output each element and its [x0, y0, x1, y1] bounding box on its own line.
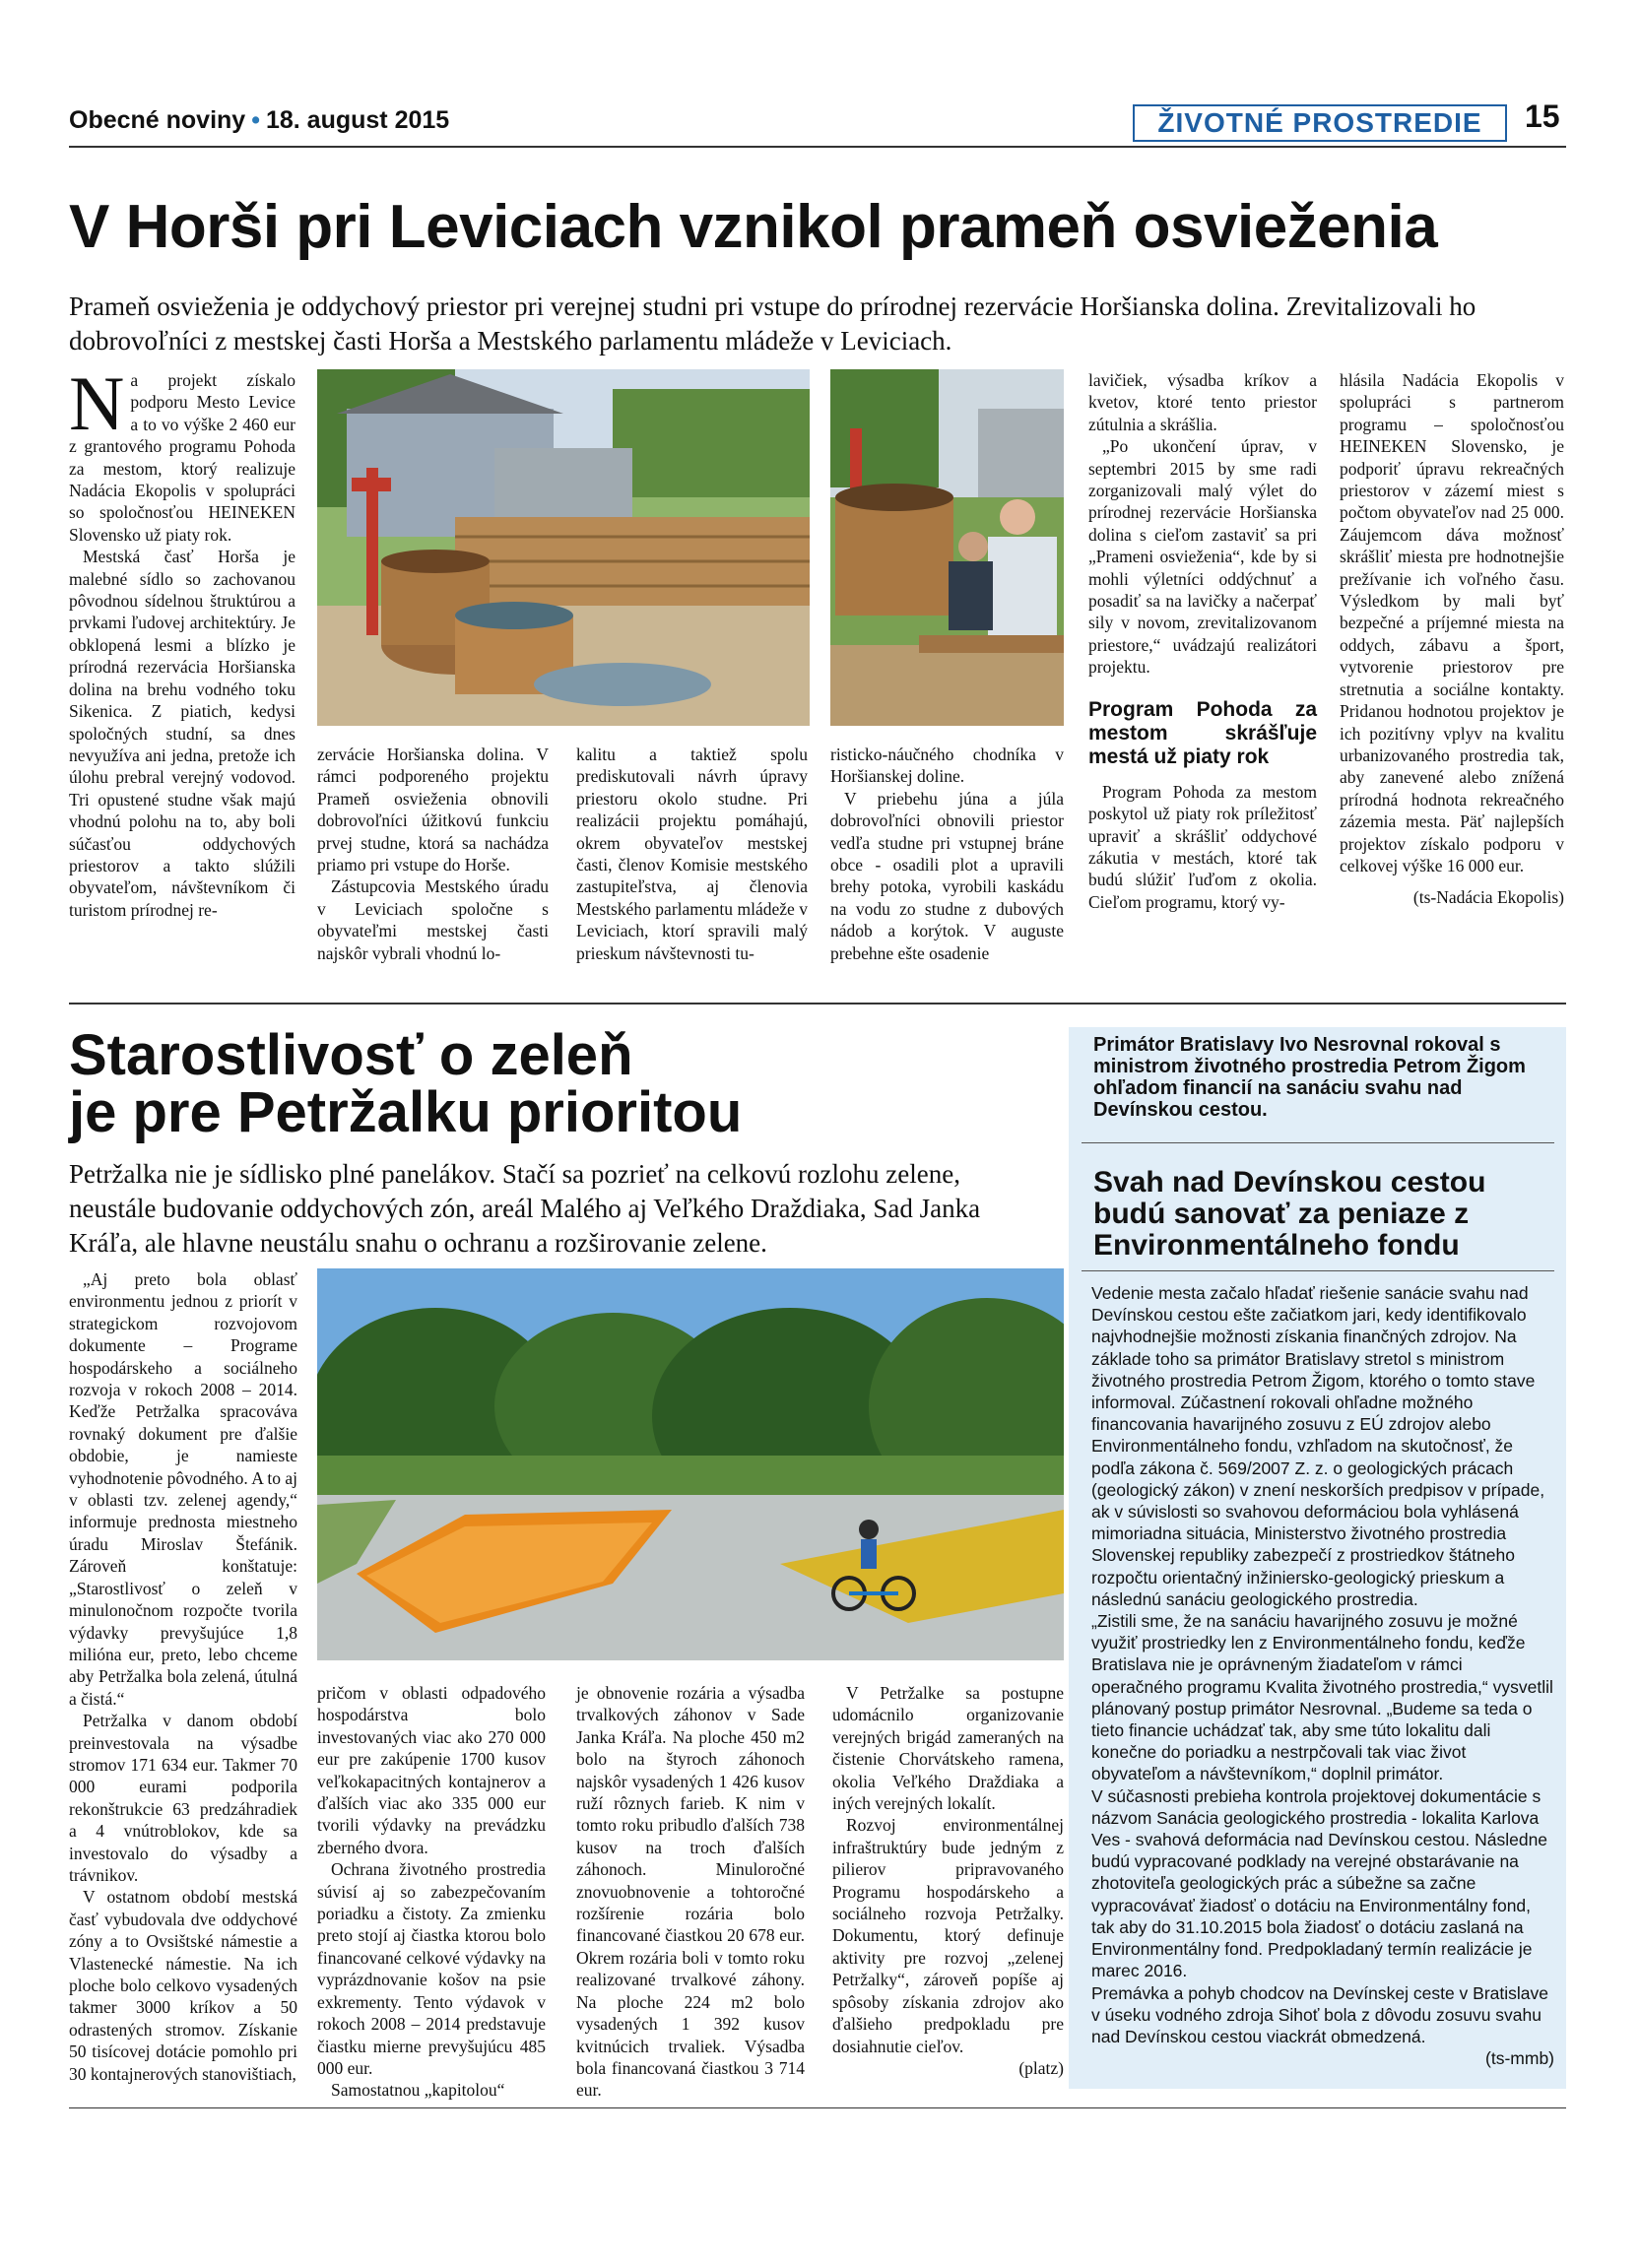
paragraph: kalitu a taktiež spolu prediskutovali návrh úpravy priestoru okolo studne. Pri realizácii projektu pomáhajú, okrem obyvateľov mestskej časti, členov Komisie mestského zastupiteľstva, aj členovia Mestského parlamentu mládeže v Leviciach, ktorí spravili malý prieskum návštevnosti tu-: [576, 745, 808, 963]
article2-title: [69, 1023, 743, 1144]
article2-column-3: [576, 1682, 805, 2102]
paragraph: risticko-náučného chodníka v Horšianskej doline.: [830, 745, 1064, 787]
drop-cap: N: [69, 360, 125, 446]
paragraph: Zástupcovia Mestského úradu v Leviciach spoločne s obyvateľmi mestskej časti najskôr vybrali vhodnú lo-: [317, 876, 549, 963]
article2-title-line-2: je pre Petržalku prioritou: [69, 1080, 743, 1144]
page-number: 15: [1525, 98, 1560, 134]
photo-park-flowerbed: [317, 1268, 1064, 1660]
paragraph: V ostatnom období mestská časť vybudovala dve oddychové zóny a to Ovsištské námestie a Vlastenecké námestie. Na ich ploche bolo celkovo vysadených takmer 3000 kríkov a 50 odrastených stromov. Získanie 50 tisícovej dotácie pomohlo pri 30 kontajnerových stanovištiach,: [69, 1887, 297, 2084]
photo-men-at-well: [830, 369, 1064, 726]
paragraph: Ochrana životného prostredia súvisí aj so zabezpečovaním poriadku a čistoty. Za zmienku preto stojí aj čiastka ktorou bolo financované celkové výdavky na vyprázdnovanie košov na psie exkrementy. Tento výdavok v rokoch 2008 – 2014 predstavuje čiastku mierne prevyšujúcu 485 000 eur.: [317, 1859, 546, 2078]
article2-title-line-1: Starostlivosť o zeleň: [69, 1023, 633, 1087]
paragraph: je obnovenie rozária a výsadba trvalkových záhonov v Sade Janka Kráľa. Na ploche 450 m2 bolo na štyroch záhonoch najskôr vysadených 1 426 kusov ruží rôznych farieb. K nim v tomto roku pribudlo ďalších 738 kusov na troch ďalších záhonoch. Minuloročné znovuobnovenie a tohtoročné rozšírenie rozária bolo financované čiastkou 20 678 eur. Okrem rozária boli v tomto roku realizované trvalkové záhony. Na ploche 224 m2 bolo vysadených 1 392 kusov kvitnúcich trvaliek. Výsadba bola financovaná čiastkou 3 714 eur.: [576, 1683, 805, 2101]
article1-column-6: [1340, 369, 1564, 909]
sidebar-body: [1091, 1282, 1554, 2069]
paragraph: „Zistili sme, že na sanáciu havarijného zosuvu je možné využiť prostriedky len z Environmentálneho fondu, keďže Bratislava nie je oprávneným žiadateľom v rámci operačného programu Kvalita životného prostredia,“ vysvetlil plánovaný postup primátor Nesrovnal. „Budeme sa teda o tieto financie uchádzať tak, aby sme túto lokalitu dali konečne do poriadku a nestrpčovali tak viac život obyvateľom a návštevníkom,“ doplnil primátor.: [1091, 1611, 1553, 1784]
paragraph: zervácie Horšianska dolina. V rámci podporeného projektu Prameň osvieženia obnovili dobrovoľníci úžitkovú funkciu prvej studne, ktorá sa nachádza priamo pri vstupe do Horše.: [317, 745, 549, 875]
sidebar-title: Svah nad Devínskou cestou budú sanovať za peniaze z Environmentálneho fondu: [1093, 1166, 1486, 1262]
article2-column-4: [832, 1682, 1064, 2079]
issue-date: 18. august 2015: [265, 106, 450, 134]
sidebar-kicker: Primátor Bratislavy Ivo Nesrovnal rokoval s ministrom životného prostredia Petrom Žigom ohľadom financií na sanáciu svahu nad Devínskou cestou.: [1093, 1034, 1526, 1121]
sidebar-rule: [1082, 1270, 1554, 1271]
article2-lead: Petržalka nie je sídlisko plné panelákov. Stačí sa pozrieť na celkovú rozlohu zelene, neustále budovanie oddychových zón, areál Malého aj Veľkého Draždiaka, Sad Janka Kráľa, ale hlavne neustálu snahu o ochranu a rozširovanie zelene.: [69, 1159, 981, 1258]
article1-signature: (ts-Nadácia Ekopolis): [1412, 887, 1564, 908]
footer-rule: [69, 2107, 1566, 2108]
paragraph: lavičiek, výsadba kríkov a kvetov, ktoré tento priestor zútulnia a skrášlia.: [1088, 370, 1317, 434]
header-rule: [69, 146, 1566, 148]
paragraph: Program Pohoda za mestom poskytol už piaty rok príležitosť upraviť a skrášliť oddychové zákutia v mestách, ktoré tak budú slúžiť ľuďom z okolia. Cieľom programu, ktorý vy-: [1088, 781, 1317, 912]
section-tag: ŽIVOTNÉ PROSTREDIE: [1133, 104, 1507, 142]
article2-column-1: [69, 1268, 297, 2085]
paragraph: Vedenie mesta začalo hľadať riešenie sanácie svahu nad Devínskou cestou ešte začiatkom jari, kedy identifikovalo najvhodnejšie možnosti získania finančných zdrojov. Na základe toho sa primátor Bratislavy stretol s ministrom životného prostredia Petrom Žigom, ktorého o tomto stave informoval. Zúčastnení rokovali ohľadne možného financovania havarijného zosuvu z EÚ zdrojov alebo Environmentálneho fondu, vzhľadom na skutočnosť, že podľa zákona č. 569/2007 Z. z. o geologických prácach (geologický zákon) v znení neskorších predpisov v prípade, ak v súvislosti so svahovou deformáciou bola vyhlásená mimoriadna situácia, Ministerstvo životného prostredia Slovenskej republiky zabezpečí z prostriedkov štátneho rozpočtu orientačný inžiniersko-geologický prieskum a následnú sanáciu geologického prostredia.: [1091, 1283, 1545, 1609]
photo-well-barrels: [317, 369, 810, 726]
article2-column-2: [317, 1682, 546, 2102]
paragraph: Samostatnou „kapitolou“: [331, 2080, 505, 2101]
article-divider: [69, 1003, 1566, 1004]
page-header: [69, 106, 449, 135]
paragraph: V priebehu júna a júla dobrovoľníci obnovili priestor vedľa studne pri vstupnej bráne obce - osadili plot a upravili brehy potoka, vyrobili kaskádu na vodu zo studne z dubových nádob a korýtok. V auguste prebehne ešte osadenie: [830, 788, 1064, 963]
paragraph: „Po ukončení úprav, v septembri 2015 by sme radi zorganizovali malý výlet do prírodnej rezervácie Horšianska dolina s cieľom zastaviť sa pri „Prameni osvieženia“, kde by si mohli výletníci oddýchnuť a posadiť sa na lavičky a načerpať sily v novom, zrevitalizovanom priestore,“ uvádzajú realizátori projektu.: [1088, 436, 1317, 678]
paragraph: „Aj preto bola oblasť environmentu jednou z priorít v strategickom rozvojovom dokumente – Programe hospodárskeho a sociálneho rozvoja v rokoch 2008 – 2014. Keďže Petržalka spracováva rovnaký dokument pre ďalšie obdobie, je namieste vyhodnotenie pôvodného. A to aj v oblasti tzv. zelenej agendy,“ informuje prednosta miestneho úradu Miroslav Štefánik. Zároveň konštatuje: „Starostlivosť o zeleň v minulonočnom rozpočte tvorila výdavky prevyšujúce 1,8 milióna eur, preto, lebo chceme aby Petržalka bola zelená, útulná a čistá.“: [69, 1269, 297, 1709]
paragraph: a projekt získalo podporu Mesto Levice a to vo výške 2 460 eur z grantového programu Pohoda za mestom, ktorý realizuje Nadácia Ekopolis v spolupráci so spoločnosťou HEINEKEN Slovensko už piaty rok.: [69, 370, 295, 545]
paragraph: hlásila Nadácia Ekopolis v spolupráci s partnerom programu – spoločnosťou HEINEKEN Slovensko, je podporiť úpravu rekreačných priestorov v zázemí miest s počtom obyvateľov nad 25 000. Záujemcom dáva možnosť skrášliť miesta pre hodnotnejšie prežívanie ich voľného času. Výsledkom by mali byť bezpečné a príjemné miesta na oddych, zábavu a šport, vytvorenie priestorov pre stretnutia a sociálne kontakty. Pridanou hodnotou projektov je ich pozitívny vplyv na kvalitu urbanizovaného prostredia tak, aby zanevené alebo znížená prírodná hodnota rekreačného zázemia mesta. Päť najlepších projektov získalo podporu v celkovej výške 16 000 eur.: [1340, 370, 1564, 875]
sidebar-rule: [1082, 1142, 1554, 1143]
bullet-icon: •: [251, 106, 260, 134]
paragraph: Premávka a pohyb chodcov na Devínskej ceste v Bratislave v úseku vodného zdroja Sihoť bola z dôvodu zosuvu svahu nad Devínskou cestou viackrát obmedzená.: [1091, 1982, 1548, 2046]
article2-signature: (platz): [1018, 2057, 1064, 2078]
paragraph: Petržalka v danom období preinvestovala na výsadbe stromov 171 634 eur. Takmer 70 000 eurami podporila rekonštrukcie 63 predzáhradiek a 4 vnútroblokov, kde sa investovalo do výsadby a trávnikov.: [69, 1711, 297, 1885]
article1-column-3: [576, 744, 808, 964]
paragraph: Mestská časť Horša je malebné sídlo so zachovanou pôvodnou sídelnou štruktúrou a prvkami ľudovej architektúry. Je obklopená lesmi a blízko je prírodná rezervácia Horšianska dolina na brehu vodného toku Sikenica. Z piatich, kedysi spoločných studní, sa dnes nevyužíva ani jedna, pretože ich úlohu prebral verejný vodovod. Tri opustené studne však majú vhodnú polohu na to, aby boli súčasťou oddychových priestorov a takto slúžili obyvateľom, návštevníkom či turistom prírodnej re-: [69, 547, 295, 920]
paragraph: V súčasnosti prebieha kontrola projektovej dokumentácie s názvom Sanácia geologického prostredia - lokalita Karlova Ves - svahová deformácia nad Devínskou cestou. Následne budú vypracované podklady na verejné obstarávanie na zhotoviteľa geologických prác a súbežne sa začne vypracovávať žiadosť o dotáciu na Environmentálny fond, tak aby do 31.10.2015 bola žiadosť o dotáciu zaslaná na Environmentálny fond. Predpokladaný termín realizácie je marec 2016.: [1091, 1785, 1548, 1981]
article1-column-2: [317, 744, 549, 964]
article1-title: V Horši pri Leviciach vznikol prameň osvieženia: [69, 193, 1438, 261]
article1-column-5: [1088, 369, 1317, 913]
article1-lead: Prameň osvieženia je oddychový priestor pri verejnej studni pri vstupe do prírodnej rezervácie Horšianska dolina. Zrevitalizovali ho dobrovoľníci z mestskej časti Horša a Mestského parlamentu mládeže v Leviciach.: [69, 292, 1476, 356]
article1-column-4: [830, 744, 1064, 964]
article1-subheading: Program Pohoda za mestom skrášľuje mestá už piaty rok: [1088, 697, 1317, 768]
paragraph: pričom v oblasti odpadového hospodárstva bolo investovaných viac ako 270 000 eur pre zakúpenie 1700 kusov veľkokapacitných kontajnerov a ďalších viac ako 335 000 eur tvorili výdavky na prevádzku zberného dvora.: [317, 1683, 546, 1857]
paper-name: Obecné noviny: [69, 106, 246, 134]
paragraph: V Petržalke sa postupne udomácnilo organizovanie verejných brigád zameraných na čistenie Chorvátskeho ramena, okolia Veľkého Draždiaka a iných verejných lokalít.: [832, 1683, 1064, 1814]
sidebar-signature: (ts-mmb): [1485, 2048, 1554, 2069]
paragraph: Rozvoj environmentálnej infraštruktúry bude jedným z pilierov pripravovaného Programu hospodárskeho a sociálneho rozvoja Petržalky. Dokumentu, ktorý definuje aktivity pre rozvoj „zelenej Petržalky“, zároveň popíše aj spôsoby získania zdrojov ako ďalšieho predpokladu pre dosiahnutie cieľov.: [832, 1815, 1064, 2056]
article1-column-1: [69, 360, 295, 921]
